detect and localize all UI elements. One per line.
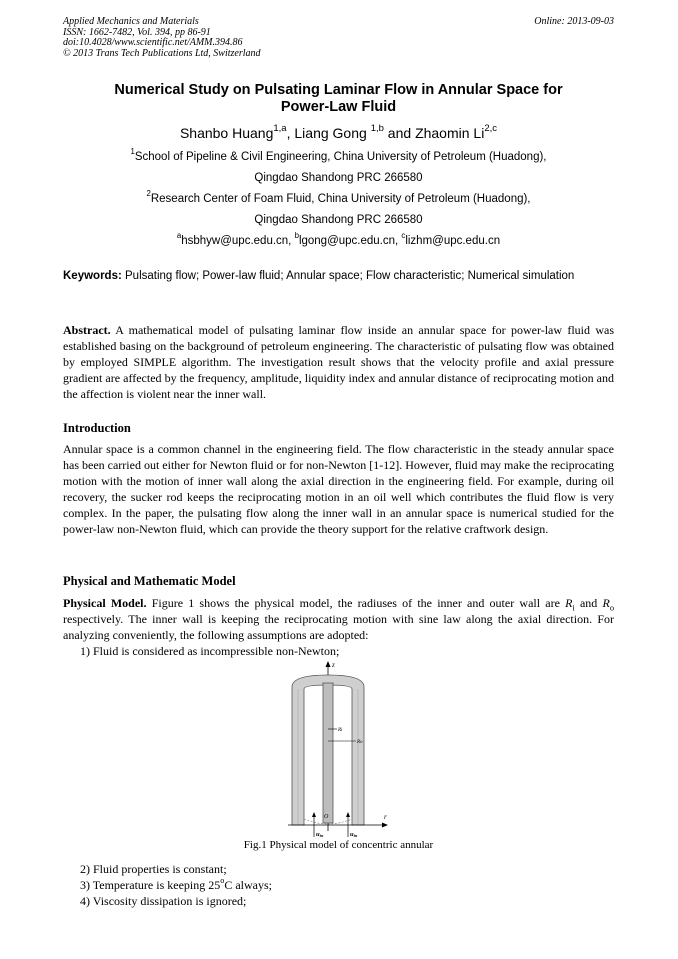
symbol-subscript: i — [572, 603, 575, 613]
inflow-symbol: u — [350, 831, 354, 838]
author-separator: and — [383, 125, 416, 141]
author-separator: , — [286, 125, 295, 141]
inflow-label — [316, 831, 324, 838]
author-superscript: 1,a — [273, 122, 287, 134]
title-line-1: Numerical Study on Pulsating Laminar Flow in Annular Space for — [114, 82, 563, 98]
physical-model-label: Physical Model. — [63, 596, 147, 610]
z-axis-arrow — [326, 661, 331, 667]
abstract-label: Abstract. — [63, 323, 111, 337]
introduction-paragraph: Annular space is a common channel in the engineering field. The flow characteristic in the steady annular space has been carried out either for Newton fluid or for non-Newton [1-12]. However, fluid may make the reciprocating motion with the motion of inner wall along the axial direction in the engineering field. For example, during oil recovery, the sucker rod keeps the reciprocating motion in an oil well which contributes the fluid flow is very complex. In the paper, the pulsating flow along the inner wall in an annular space is numerical studied for the power-law non-Newton fluid, which can provide the theory support for the relative craftwork design. — [63, 442, 614, 536]
z-axis-label: z — [332, 661, 335, 669]
author-name: Liang Gong — [294, 125, 371, 141]
affiliation-1-line-2: Qingdao Shandong PRC 266580 — [254, 172, 423, 184]
physical-model-paragraph — [63, 595, 614, 643]
affiliation-text: School of Pipeline & Civil Engineering, China University of Petroleum (Huadong), — [134, 151, 547, 163]
running-header — [63, 17, 261, 59]
affiliation-superscript: 2 — [146, 189, 151, 198]
inflow-arrowhead — [312, 812, 316, 817]
affiliation-2-line-1 — [63, 189, 614, 206]
email-superscript: b — [294, 231, 299, 240]
doi-line: doi:10.4028/www.scientific.net/AMM.394.86 — [63, 37, 243, 48]
abstract-text: A mathematical model of pulsating laminar flow inside an annular space for power-law fluid was established basing on the background of petroleum engineering. The characteristic of pulsating flow was obtained by employed SIMPLE algorithm. The investigation result shows that the velocity profile and axial pressure gradient are affected by the frequency, amplitude, liquidity index and annular distance of reciprocating motion and the affection is violent near the inner wall. — [63, 323, 614, 401]
symbol-subscript: o — [609, 603, 614, 613]
assumption-item: 4) Viscosity dissipation is ignored; — [80, 894, 247, 908]
email-superscript: c — [401, 231, 406, 240]
copyright-line: © 2013 Trans Tech Publications Ltd, Switzerland — [63, 47, 261, 59]
author-superscript: 2,c — [484, 122, 498, 134]
origin-label: O — [324, 814, 329, 820]
assumption-item: 1) Fluid is considered as incompressible non-Newton; — [80, 644, 340, 658]
degree-superscript: o — [220, 875, 225, 885]
author-name: Shanbo Huang — [179, 125, 274, 141]
inflow-subscript: in — [319, 833, 324, 838]
inflow-arrowhead — [346, 812, 350, 817]
figure-caption: Fig.1 Physical model of concentric annular — [243, 839, 434, 851]
paragraph-text: Figure 1 shows the physical model, the radiuses of the inner and outer wall are — [146, 596, 566, 610]
symbol-ro: R — [602, 596, 610, 610]
inflow-subscript: in — [353, 833, 358, 838]
paragraph-text: respectively. The inner wall is keeping the reciprocating motion with sine law along the axial direction. For analyzing conveniently, the following assumptions are adopted: — [63, 612, 614, 642]
assumption-text: C always; — [224, 878, 272, 892]
abstract — [63, 322, 614, 402]
email-address: lizhm@upc.edu.cn — [405, 235, 501, 247]
online-date: Online: 2013-09-03 — [534, 16, 614, 27]
ro-label: Ro — [357, 740, 363, 745]
symbol-ri: R — [565, 596, 573, 610]
author-name: Zhaomin Li — [415, 125, 485, 141]
physical-model-figure — [280, 659, 402, 839]
affiliation-text: Research Center of Foam Fluid, China University of Petroleum (Huadong), — [150, 193, 531, 205]
journal-name: Applied Mechanics and Materials — [63, 16, 199, 27]
paper-title — [63, 82, 614, 116]
affiliation-2-line-2: Qingdao Shandong PRC 266580 — [254, 214, 423, 226]
title-line-2: Power-Law Fluid — [280, 99, 397, 115]
affiliation-1-line-1 — [63, 147, 614, 164]
assumption-item — [80, 877, 272, 893]
section-heading-model: Physical and Mathematic Model — [63, 574, 236, 588]
paragraph-text: and — [574, 596, 603, 610]
keywords-label: Keywords — [63, 270, 118, 282]
issn-line: ISSN: 1662-7482, Vol. 394, pp 86-91 — [63, 26, 211, 38]
assumption-item: 2) Fluid properties is constant; — [80, 862, 227, 876]
inflow-label — [350, 831, 358, 838]
email-superscript: a — [176, 231, 182, 240]
r-axis-label: r — [384, 813, 387, 821]
r-axis-arrow — [382, 823, 388, 828]
inner-rod — [323, 683, 333, 823]
author-line — [63, 124, 614, 142]
section-heading-introduction: Introduction — [63, 421, 131, 435]
inflow-symbol: u — [316, 831, 320, 838]
email-line — [63, 231, 614, 248]
email-address: hsbhyw@upc.edu.cn, — [181, 235, 295, 247]
keywords — [63, 269, 614, 285]
affiliation-superscript: 1 — [130, 147, 135, 156]
ri-label: Ri — [338, 728, 343, 733]
keywords-colon: : — [117, 270, 122, 282]
assumption-text: 3) Temperature is keeping 25 — [80, 878, 221, 892]
author-superscript: 1,b — [370, 122, 384, 134]
keywords-text: Pulsating flow; Power-law fluid; Annular space; Flow characteristic; Numerical simulation — [121, 270, 575, 282]
email-address: lgong@upc.edu.cn, — [298, 235, 402, 247]
